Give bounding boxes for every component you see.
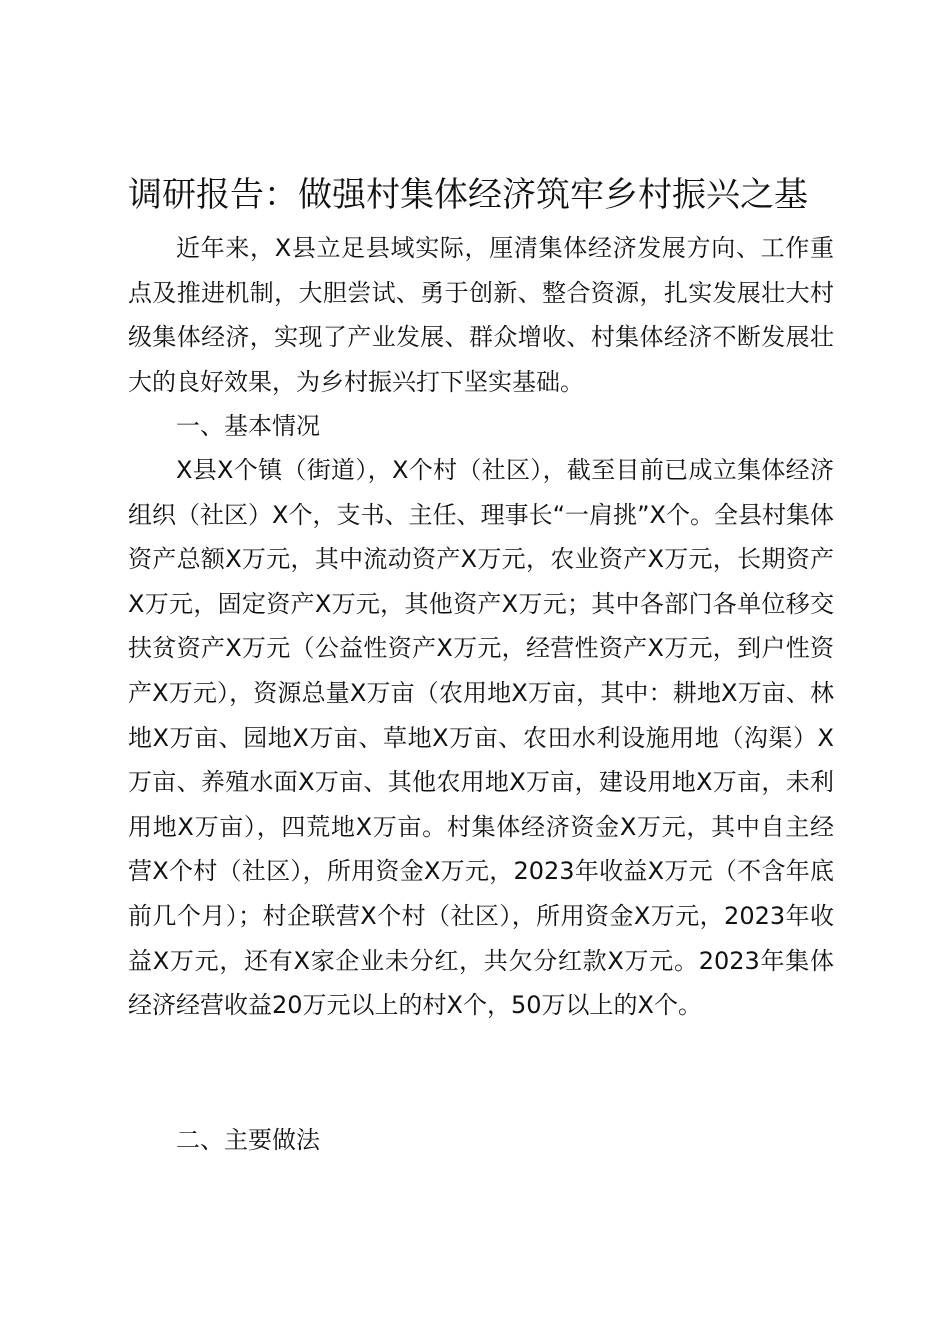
section-heading-basic-situation: 一、基本情况 [176, 412, 320, 440]
document-title: 调研报告：做强村集体经济筑牢乡村振兴之基 [128, 175, 808, 215]
basic-situation-paragraph: X县X个镇（街道），X个村（社区），截至目前已成立集体经济组织（社区）X个，支书、主任、理事长“一肩挑”X个。全县村集体资产总额X万元，其中流动资产X万元，农业资产X万元，长期资产X万元，固定资产X万元，其他资产X万元；其中各部门各单位移交扶贫资产X万元（公益性资产X万元，经营性资产X万元，到户性资产X万元），资源总量X万亩（农用地X万亩，其中：耕地X万亩、林地X万亩、园地X万亩、草地X万亩、农田水利设施用地（沟渠）X万亩、养殖水面X万亩、其他农用地X万亩，建设用地X万亩，未利用地X万亩），四荒地X万亩。村集体经济资金X万元，其中自主经营X个村（社区），所用资金X万元，2023年收益X万元（不含年底前几个月）；村企联营X个村（社区），所用资金X万元，2023年收益X万元，还有X家企业未分红，共欠分红款X万元。2023年集体经济经营收益20万元以上的村X个，50万以上的X个。 [128, 456, 834, 1020]
section-heading-main-practices: 二、主要做法 [176, 1126, 320, 1154]
intro-paragraph: 近年来，X县立足县域实际，厘清集体经济发展方向、工作重点及推进机制，大胆尝试、勇于创新、整合资源，扎实发展壮大村级集体经济，实现了产业发展、群众增收、村集体经济不断发展壮大的良好效果，为乡村振兴打下坚实基础。 [128, 234, 834, 396]
